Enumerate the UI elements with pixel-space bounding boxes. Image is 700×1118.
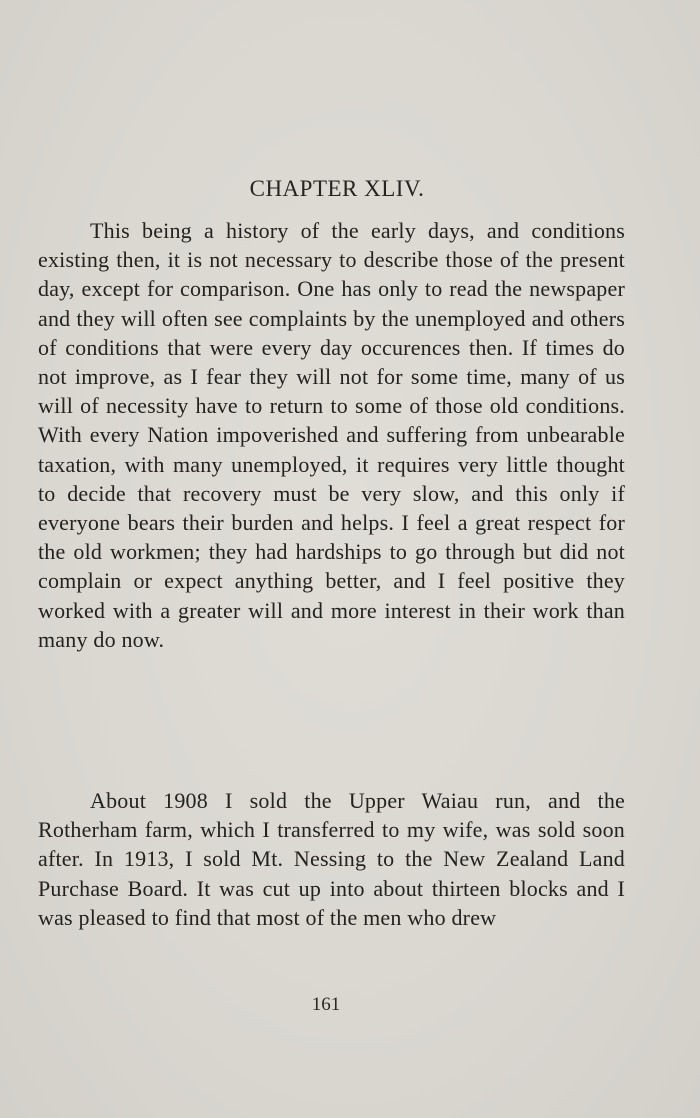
page-number: 161 bbox=[311, 994, 341, 1015]
chapter-heading: CHAPTER XLIV. bbox=[249, 176, 425, 201]
paragraph-2: About 1908 I sold the Upper Waiau run, and the Rotherham farm, which I transferred to my wife, was sold soon after. In 1913, I sold Mt. Nessing to the New Zealand Land Purchase Board. It was cut up into about thirteen blocks and I was pleased to find that most of the men who drew bbox=[38, 788, 625, 930]
paragraph-1: This being a history of the early days, and conditions existing then, it is not necessary to describe those of the present day, except for comparison. One has only to read the newspaper and they will often see complaints by the unemployed and others of conditions that were every day occurences then. If times do not improve, as I fear they will not for some time, many of us will of necessity have to return to some of those old conditions. With every Nation impoverished and suffering from unbearable taxation, with many unemployed, it requires very little thought to decide that recovery must be very slow, and this only if everyone bears their burden and helps. I feel a great respect for the old workmen; they had hardships to go through but did not complain or expect anything better, and I feel positive they worked with a greater will and more interest in their work than many do now. bbox=[38, 218, 625, 652]
